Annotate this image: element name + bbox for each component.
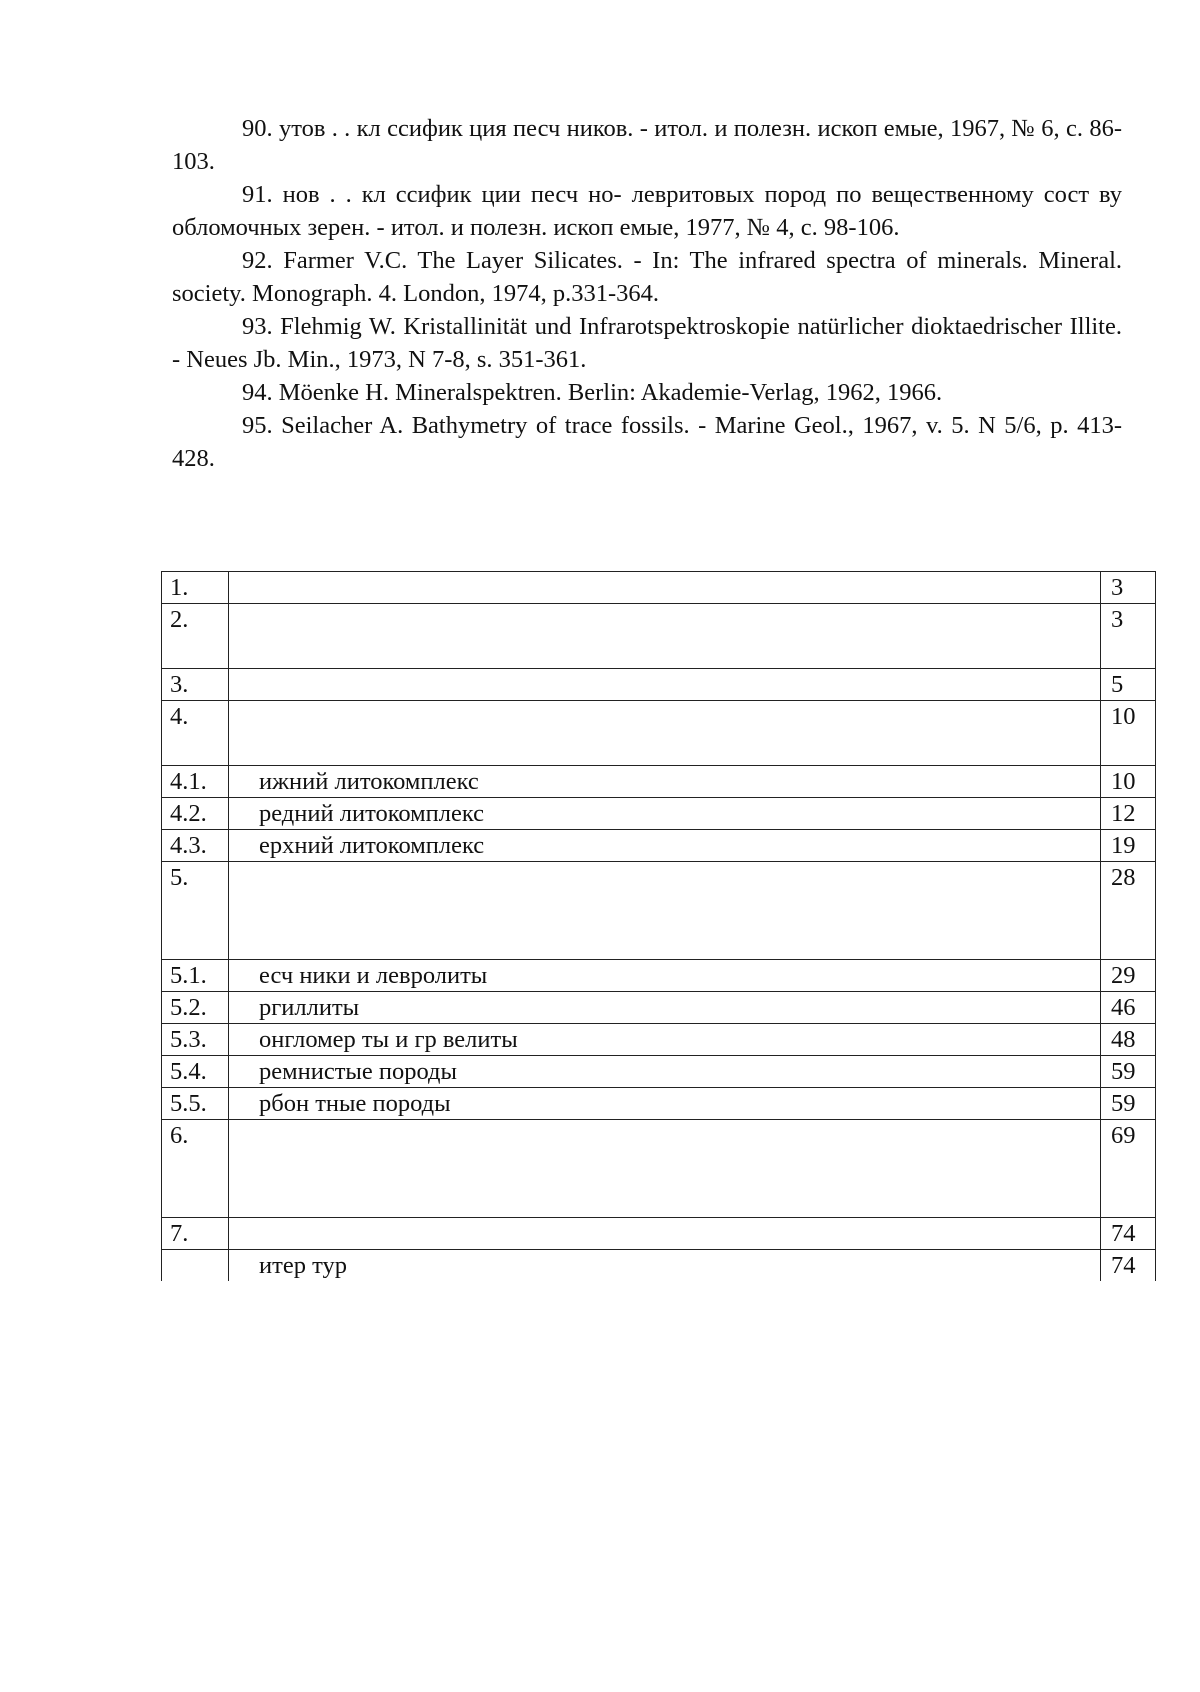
toc-title: рбон тные породы [229,1088,1101,1120]
toc-title [229,669,1101,701]
toc-title: есч ники и левролиты [229,960,1101,992]
toc-title [229,604,1101,669]
toc-number: 4. [162,701,229,766]
toc-title: ргиллиты [229,992,1101,1024]
toc-page: 3 [1101,572,1156,604]
reference-item: 95. Seilacher A. Bathymetry of trace fossils. - Marine Geol., 1967, v. 5. N 5/6, p. 413-428. [172,412,1122,472]
toc-row [162,1120,1156,1218]
toc-page: 29 [1101,960,1156,992]
toc-number: 2. [162,604,229,669]
toc-row [162,1056,1156,1088]
toc-number: 6. [162,1120,229,1218]
toc-number: 5.4. [162,1056,229,1088]
toc-page: 28 [1101,862,1156,960]
toc-row [162,1250,1156,1282]
toc-page: 10 [1101,766,1156,798]
toc-row [162,992,1156,1024]
reference-item: 92. Farmer V.C. The Layer Silicates. - In: The infrared spectra of minerals. Mineral. society. Monograph. 4. London, 1974, p.331-364. [172,247,1122,307]
toc-page: 46 [1101,992,1156,1024]
toc-row [162,572,1156,604]
toc-page: 12 [1101,798,1156,830]
toc-title [229,862,1101,960]
reference-item: 93. Flehmig W. Kristallinität und Infrarotspektroskopie natürlicher dioktaedrischer Illite. - Neues Jb. Min., 1973, N 7-8, s. 351-361. [172,313,1122,373]
toc-page: 10 [1101,701,1156,766]
toc-row [162,1218,1156,1250]
toc-row [162,1088,1156,1120]
toc-page: 74 [1101,1250,1156,1282]
toc-page: 5 [1101,669,1156,701]
toc-title: ремнистые породы [229,1056,1101,1088]
toc-title: редний литокомплекс [229,798,1101,830]
toc-number: 5.3. [162,1024,229,1056]
toc-number: 1. [162,572,229,604]
toc-title [229,701,1101,766]
toc-number: 7. [162,1218,229,1250]
toc-row [162,604,1156,669]
toc-page: 19 [1101,830,1156,862]
toc-title: ерхний литокомплекс [229,830,1101,862]
reference-item: 91. нов . . кл ссифик ции песч но- левритовых пород по вещественному сост ву обломочных зерен. - итол. и полезн. ископ емые, 1977, № 4, с. 98-106. [172,181,1122,241]
toc-title [229,572,1101,604]
toc-row [162,701,1156,766]
toc-title: онгломер ты и гр велиты [229,1024,1101,1056]
reference-item: 90. утов . . кл ссифик ция песч ников. - итол. и полезн. ископ емые, 1967, № 6, с. 86-103. [172,115,1122,175]
toc-title [229,1218,1101,1250]
toc-row [162,960,1156,992]
toc-page: 69 [1101,1120,1156,1218]
toc-row [162,766,1156,798]
toc-number: 5.1. [162,960,229,992]
toc-page: 59 [1101,1056,1156,1088]
toc-number: 4.1. [162,766,229,798]
toc-number: 5. [162,862,229,960]
reference-list [172,112,1122,475]
toc-number: 5.5. [162,1088,229,1120]
toc-page: 74 [1101,1218,1156,1250]
table-of-contents [161,571,1156,1281]
toc-row [162,798,1156,830]
reference-item: 94. Möenke H. Mineralspektren. Berlin: Akademie-Verlag, 1962, 1966. [242,379,943,406]
toc-number: 4.3. [162,830,229,862]
toc-row [162,1024,1156,1056]
toc-title: итер тур [229,1250,1101,1282]
toc-number: 5.2. [162,992,229,1024]
toc-title [229,1120,1101,1218]
toc-number [162,1250,229,1282]
toc-page: 3 [1101,604,1156,669]
toc-row [162,830,1156,862]
toc-page: 59 [1101,1088,1156,1120]
toc-page: 48 [1101,1024,1156,1056]
toc-number: 4.2. [162,798,229,830]
toc-row [162,669,1156,701]
toc-row [162,862,1156,960]
toc-title: ижний литокомплекс [229,766,1101,798]
toc-number: 3. [162,669,229,701]
